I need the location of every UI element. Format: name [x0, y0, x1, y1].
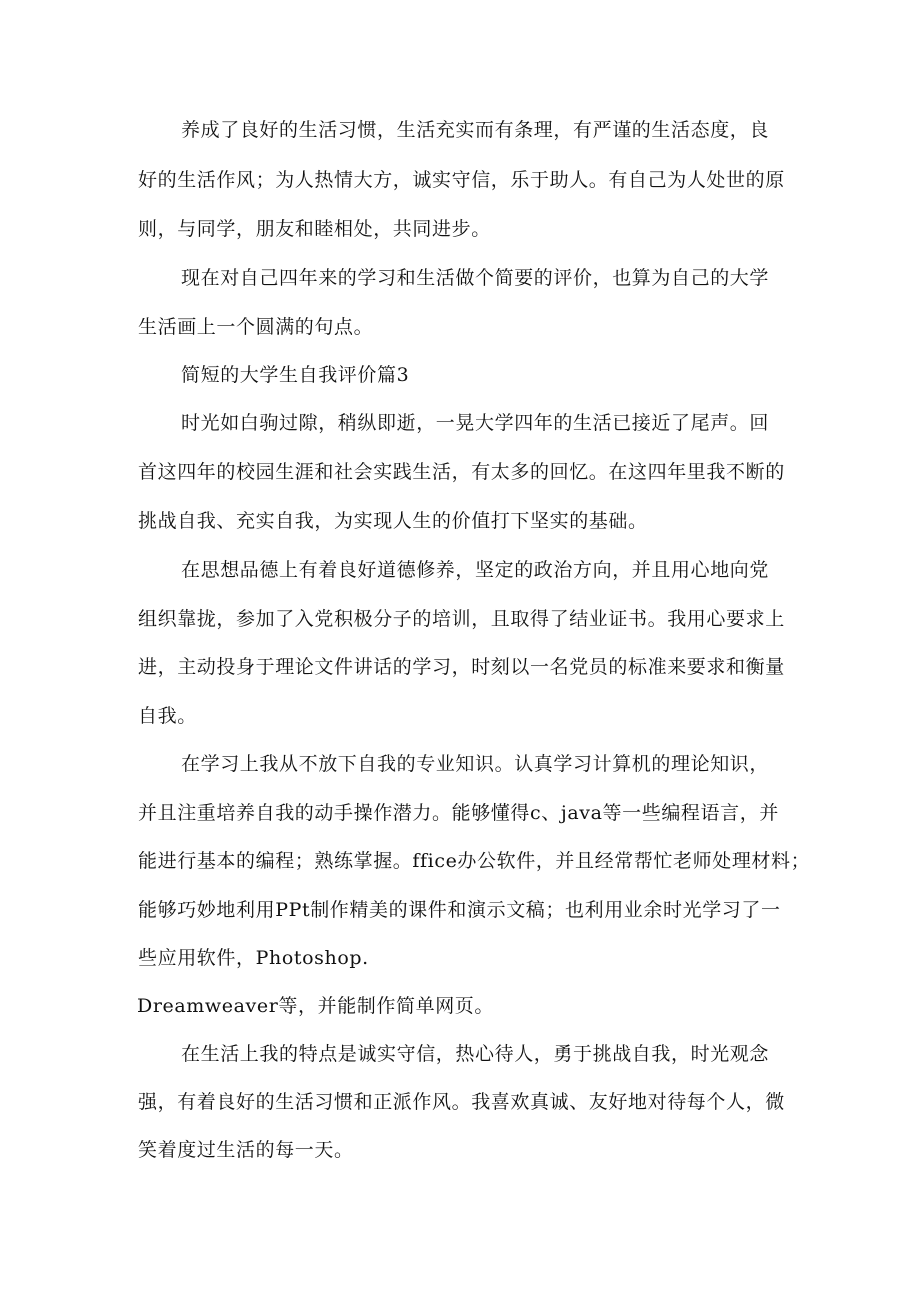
paragraph-1-line-1: 养成了良好的生活习惯，生活充实而有条理，有严谨的生活态度，良: [181, 119, 770, 141]
paragraph-6-line-3: 笑着度过生活的每一天。: [138, 1139, 354, 1161]
paragraph-1-line-3: 则，与同学，朋友和睦相处，共同进步。: [138, 218, 491, 240]
paragraph-5-line-3: 能进行基本的编程；熟练掌握。ffice办公软件，并且经常帮忙老师处理材料；: [138, 850, 811, 872]
paragraph-5-line-2: 并且注重培养自我的动手操作潜力。能够懂得c、java等一些编程语言，并: [138, 802, 779, 824]
paragraph-5-line-5: 些应用软件，Photoshop.: [138, 947, 369, 969]
paragraph-1-line-2: 好的生活作风；为人热情大方，诚实守信，乐于助人。有自己为人处世的原: [138, 169, 785, 191]
paragraph-6-line-2: 强，有着良好的生活习惯和正派作风。我喜欢真诚、友好地对待每个人，微: [138, 1091, 785, 1113]
paragraph-4-line-2: 组织靠拢，参加了入党积极分子的培训，且取得了结业证书。我用心要求上: [138, 608, 785, 630]
section-heading: 简短的大学生自我评价篇3: [181, 364, 410, 386]
paragraph-5-line-1: 在学习上我从不放下自我的专业知识。认真学习计算机的理论知识，: [181, 753, 770, 775]
paragraph-5-line-6: Dreamweaver等，并能制作简单网页。: [137, 995, 495, 1017]
paragraph-2-line-1: 现在对自己四年来的学习和生活做个简要的评价，也算为自己的大学: [181, 267, 770, 289]
paragraph-4-line-4: 自我。: [138, 705, 197, 727]
paragraph-5-line-4: 能够巧妙地利用PPt制作精美的课件和演示文稿；也利用业余时光学习了一: [138, 899, 781, 921]
paragraph-3-line-1: 时光如白驹过隙，稍纵即逝，一晃大学四年的生活已接近了尾声。回: [181, 412, 770, 434]
paragraph-4-line-3: 进，主动投身于理论文件讲话的学习，时刻以一名党员的标准来要求和衡量: [138, 656, 785, 678]
paragraph-2-line-2: 生活画上一个圆满的句点。: [138, 316, 374, 338]
paragraph-6-line-1: 在生活上我的特点是诚实守信，热心待人，勇于挑战自我，时光观念: [181, 1043, 770, 1065]
paragraph-3-line-2: 首这四年的校园生涯和社会实践生活，有太多的回忆。在这四年里我不断的: [138, 461, 785, 483]
paragraph-3-line-3: 挑战自我、充实自我，为实现人生的价值打下坚实的基础。: [138, 510, 648, 532]
paragraph-4-line-1: 在思想品德上有着良好道德修养，坚定的政治方向，并且用心地向党: [181, 559, 770, 581]
